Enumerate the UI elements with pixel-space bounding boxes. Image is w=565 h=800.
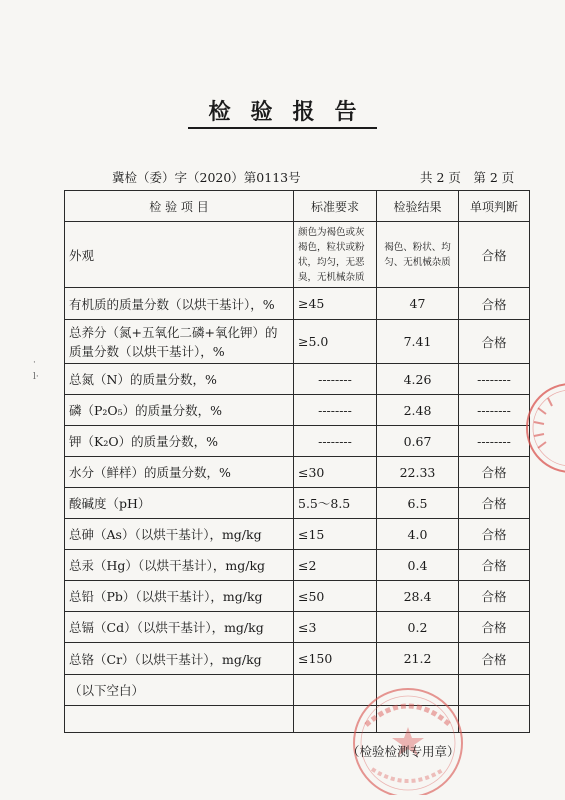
table-row bbox=[65, 706, 530, 733]
row-item: 总铬（Cr）（以烘干基计），mg/kg bbox=[65, 643, 294, 675]
row-result: 47 bbox=[377, 288, 459, 320]
row-standard bbox=[294, 706, 377, 733]
row-item: 水分（鲜样）的质量分数，% bbox=[65, 457, 294, 488]
row-verdict: 合格 bbox=[459, 320, 530, 364]
row-result: 0.4 bbox=[377, 550, 459, 581]
table-header-row bbox=[65, 191, 530, 222]
row-verdict: 合格 bbox=[459, 612, 530, 643]
row-verdict: 合格 bbox=[459, 222, 530, 288]
row-verdict: -------- bbox=[459, 395, 530, 426]
row-verdict: -------- bbox=[459, 426, 530, 457]
row-verdict: 合格 bbox=[459, 457, 530, 488]
row-verdict bbox=[459, 675, 530, 706]
row-item bbox=[65, 706, 294, 733]
row-item: 外观 bbox=[65, 222, 294, 288]
row-result: 4.0 bbox=[377, 519, 459, 550]
row-item: 总铅（Pb）（以烘干基计），mg/kg bbox=[65, 581, 294, 612]
table-row bbox=[65, 550, 530, 581]
row-verdict: -------- bbox=[459, 364, 530, 395]
row-result: 22.33 bbox=[377, 457, 459, 488]
row-standard: ≤150 bbox=[294, 643, 377, 675]
row-standard: ≤50 bbox=[294, 581, 377, 612]
table-row bbox=[65, 222, 530, 288]
row-result: 褐色、粉状、均匀、无机械杂质 bbox=[377, 222, 459, 288]
report-title: 检验报告 bbox=[0, 95, 565, 126]
table-row bbox=[65, 581, 530, 612]
row-verdict bbox=[459, 706, 530, 733]
table-row bbox=[65, 612, 530, 643]
table-row bbox=[65, 675, 530, 706]
row-verdict: 合格 bbox=[459, 643, 530, 675]
row-standard: ≤30 bbox=[294, 457, 377, 488]
seal-caption: （检验检测专用章） bbox=[347, 744, 460, 759]
row-standard: -------- bbox=[294, 426, 377, 457]
row-verdict: 合格 bbox=[459, 288, 530, 320]
header-result: 检验结果 bbox=[377, 191, 459, 222]
row-standard: -------- bbox=[294, 395, 377, 426]
table-row bbox=[65, 364, 530, 395]
row-result: 7.41 bbox=[377, 320, 459, 364]
table-row bbox=[65, 488, 530, 519]
row-result: 2.48 bbox=[377, 395, 459, 426]
row-item: 总氮（N）的质量分数，% bbox=[65, 364, 294, 395]
page-info: 共 2 页 第 2 页 bbox=[420, 170, 515, 185]
row-item: 有机质的质量分数（以烘干基计），% bbox=[65, 288, 294, 320]
table-row bbox=[65, 519, 530, 550]
table-row bbox=[65, 457, 530, 488]
row-standard bbox=[294, 675, 377, 706]
row-standard: ≥5.0 bbox=[294, 320, 377, 364]
row-verdict: 合格 bbox=[459, 550, 530, 581]
row-result: 4.26 bbox=[377, 364, 459, 395]
row-item: 总汞（Hg）（以烘干基计），mg/kg bbox=[65, 550, 294, 581]
row-verdict: 合格 bbox=[459, 488, 530, 519]
row-result: 28.4 bbox=[377, 581, 459, 612]
row-standard: ≤15 bbox=[294, 519, 377, 550]
table-row bbox=[65, 288, 530, 320]
row-standard: 颜色为褐色或灰褐色，粒状或粉状，均匀，无恶臭，无机械杂质 bbox=[294, 222, 377, 288]
inspection-table bbox=[64, 190, 530, 733]
margin-mark: l· bbox=[33, 372, 39, 382]
table-row bbox=[65, 643, 530, 675]
row-standard: 5.5～8.5 bbox=[294, 488, 377, 519]
row-standard: ≥45 bbox=[294, 288, 377, 320]
row-verdict: 合格 bbox=[459, 519, 530, 550]
row-verdict: 合格 bbox=[459, 581, 530, 612]
row-item: 磷（P₂O₅）的质量分数，% bbox=[65, 395, 294, 426]
row-standard: ≤3 bbox=[294, 612, 377, 643]
row-result bbox=[377, 706, 459, 733]
row-standard: ≤2 bbox=[294, 550, 377, 581]
row-result: 6.5 bbox=[377, 488, 459, 519]
row-result: 0.67 bbox=[377, 426, 459, 457]
row-item: 总镉（Cd）（以烘干基计），mg/kg bbox=[65, 612, 294, 643]
table-row bbox=[65, 395, 530, 426]
row-item: 钾（K₂O）的质量分数，% bbox=[65, 426, 294, 457]
row-result bbox=[377, 675, 459, 706]
table-row bbox=[65, 426, 530, 457]
header-item: 检 验 项 目 bbox=[65, 191, 294, 222]
row-item: 酸碱度（pH） bbox=[65, 488, 294, 519]
row-item: 总养分（氮+五氧化二磷+氧化钾）的质量分数（以烘干基计），% bbox=[65, 320, 294, 364]
row-standard: -------- bbox=[294, 364, 377, 395]
margin-mark: · bbox=[33, 358, 36, 368]
document-number: 冀检（委）字（2020）第0113号 bbox=[112, 170, 301, 185]
row-result: 21.2 bbox=[377, 643, 459, 675]
row-result: 0.2 bbox=[377, 612, 459, 643]
header-standard: 标准要求 bbox=[294, 191, 377, 222]
row-item: （以下空白） bbox=[65, 675, 294, 706]
header-verdict: 单项判断 bbox=[459, 191, 530, 222]
row-item: 总砷（As）（以烘干基计），mg/kg bbox=[65, 519, 294, 550]
table-row bbox=[65, 320, 530, 364]
